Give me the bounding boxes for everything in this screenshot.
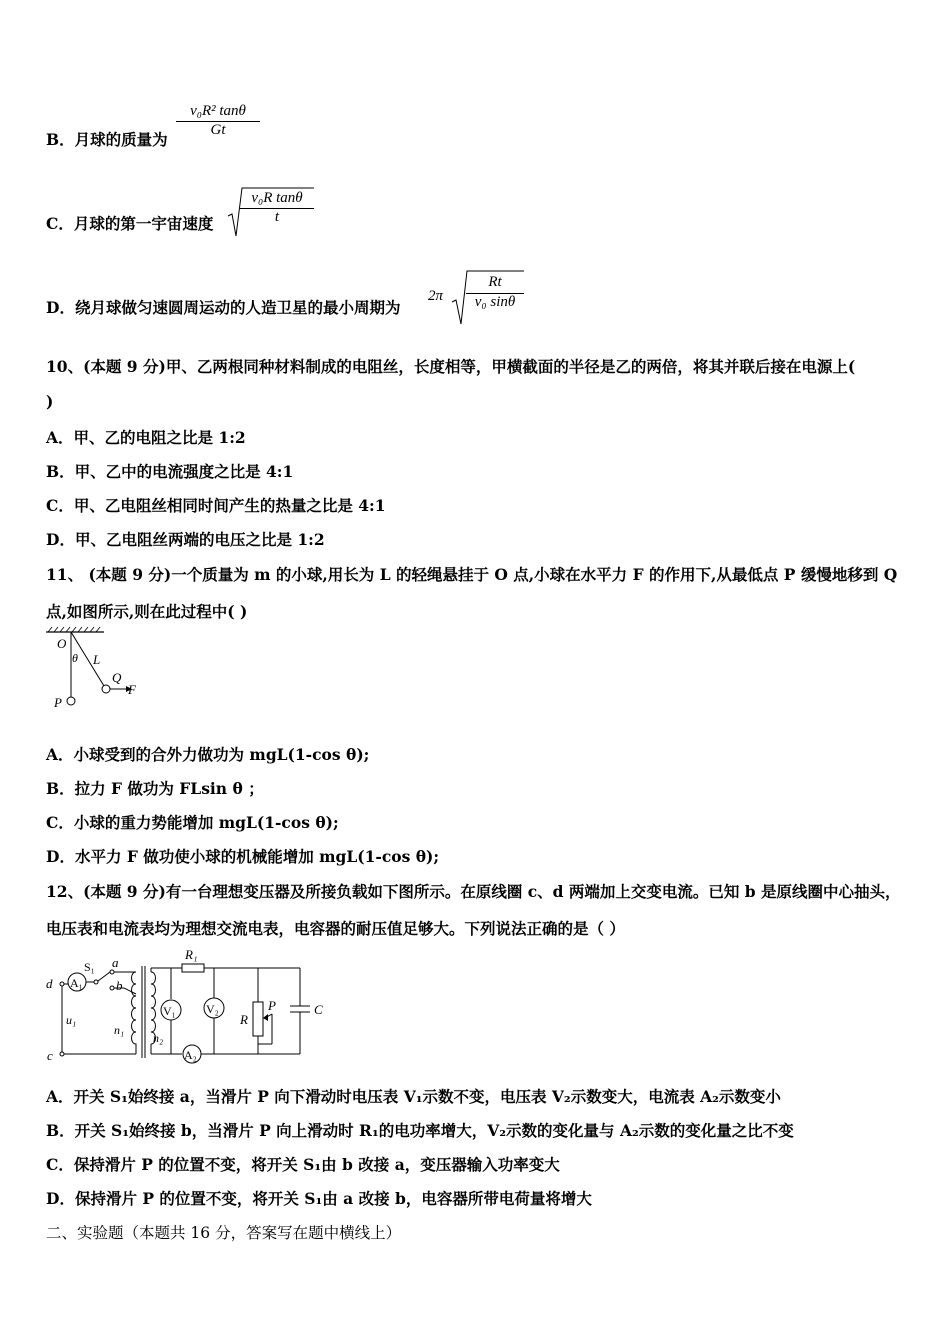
q9-option-d-coefficient: 2π [428,288,444,304]
pendulum-label-theta: θ [72,651,78,665]
q9-option-c-formula [240,190,314,226]
pendulum-figure [44,626,154,716]
transformer-circuit-figure [44,944,334,1068]
q10-option-d: D．甲、乙电阻丝两端的电压之比是 1:2 [46,530,325,549]
q11-option-d: D．水平力 F 做功使小球的机械能增加 mgL(1-cos θ); [46,847,440,866]
circuit-label-n1: n₁ [114,1023,125,1037]
pendulum-label-f: F [128,682,136,697]
q9-option-d-denominator: v₀ sinθ [474,294,516,310]
q9-option-d-numerator: Rt [488,274,502,290]
q9-option-b-denominator: Gt [210,122,226,138]
q10-option-a: A．甲、乙的电阻之比是 1:2 [46,428,246,447]
q10-option-c: C．甲、乙电阻丝相同时间产生的热量之比是 4:1 [46,496,386,515]
q11-option-b: B．拉力 F 做功为 FLsin θ ； [46,779,264,798]
q9-option-b [46,128,168,150]
q11-option-a: A．小球受到的合外力做功为 mgL(1-cos θ); [46,745,370,764]
circuit-label-n2: n₂ [153,1031,164,1045]
q12-stem-line-2: 电压表和电流表均为理想交流电表，电容器的耐压值足够大。下列说法正确的是（ ） [46,919,625,938]
switch-s1-label: S₁ [84,960,95,974]
q10-stem-line-1: 10、(本题 9 分)甲、乙两根同种材料制成的电阻丝，长度相等，甲横截面的半径是乙的两倍，将其并联后接在电源上( [46,357,856,376]
rheostat-r-label: R [240,1012,248,1027]
pendulum-label-o: O [57,636,67,651]
pendulum-label-p: P [54,695,62,710]
ammeter-a1-label: A₁ [70,976,83,990]
circuit-label-c: c [47,1048,53,1063]
q10-option-b: B．甲、乙中的电流强度之比是 4:1 [46,462,294,481]
voltmeter-v2-label: V₂ [206,1002,219,1016]
section-2-heading: 二、实验题（本题共 16 分，答案写在题中横线上） [46,1224,402,1242]
q12-option-a: A．开关 S₁始终接 a，当滑片 P 向下滑动时电压表 V₁示数不变，电压表 V₂示数变大，电流表 A₂示数变小 [46,1087,781,1106]
resistor-r1-label: R₁ [185,947,198,962]
ammeter-a2-label: A₂ [184,1048,197,1062]
q9-option-c-numerator: v₀R tanθ [251,190,303,206]
q9-option-c-denominator: t [274,209,280,225]
q9-option-d-text: D．绕月球做匀速圆周运动的人造卫星的最小周期为 [46,298,401,317]
pendulum-label-q: Q [112,670,122,685]
capacitor-c-label: C [314,1002,323,1017]
q12-option-c: C．保持滑片 P 的位置不变，将开关 S₁由 b 改接 a，变压器输入功率变大 [46,1155,560,1174]
q9-option-d-formula [466,274,524,311]
q11-option-c: C．小球的重力势能增加 mgL(1-cos θ); [46,813,339,832]
slider-p-label: P [268,998,276,1013]
circuit-label-a: a [112,955,119,970]
q9-option-c-text: C．月球的第一宇宙速度 [46,214,214,233]
q11-stem-line-2: 点,如图所示,则在此过程中( ) [46,602,248,621]
q12-stem-line-1: 12、(本题 9 分)有一台理想变压器及所接负载如下图所示。在原线圈 c、d 两端加上交变电流。已知 b 是原线圈中心抽头， [46,882,901,901]
circuit-label-u1: u₁ [66,1013,77,1027]
circuit-label-d: d [46,976,53,991]
q9-option-b-formula [176,103,260,139]
pendulum-label-l: L [93,652,101,667]
q9-option-c [46,212,213,234]
voltmeter-v1-label: V₁ [163,1004,176,1018]
q9-option-b-numerator: v₀R² tanθ [190,103,246,119]
q10-stem-line-2: ) [46,392,54,411]
q9-option-b-text: B．月球的质量为 [46,130,168,149]
circuit-label-b: b [116,978,123,993]
q12-option-d: D．保持滑片 P 的位置不变，将开关 S₁由 a 改接 b，电容器所带电荷量将增大 [46,1189,592,1208]
q11-stem-line-1: 11、 (本题 9 分)一个质量为 m 的小球,用长为 L 的轻绳悬挂于 O 点,小球在水平力 F 的作用下,从最低点 P 缓慢地移到 Q [46,565,898,584]
q9-option-d [46,296,400,318]
q12-option-b: B．开关 S₁始终接 b，当滑片 P 向上滑动时 R₁的电功率增大，V₂示数的变化量与 A₂示数的变化量之比不变 [46,1121,794,1140]
